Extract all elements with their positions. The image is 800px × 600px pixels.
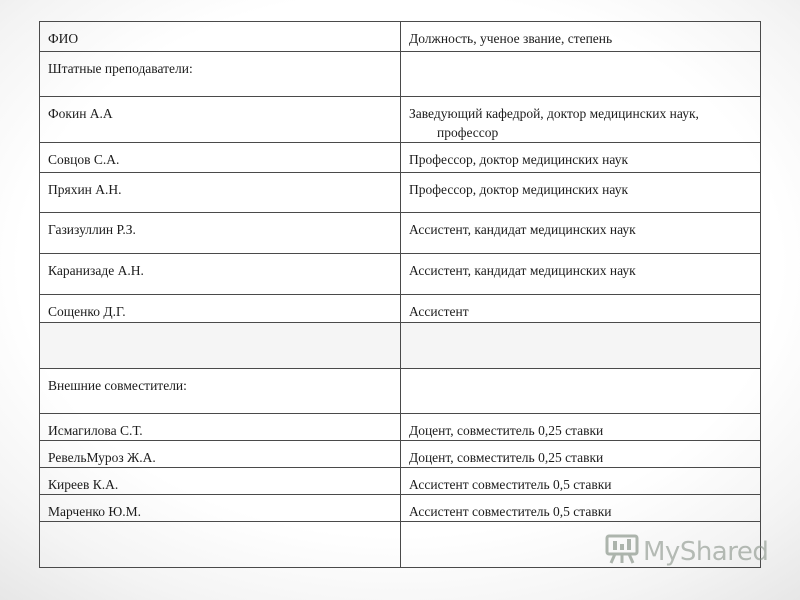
row-name: Совцов С.А. xyxy=(40,143,401,173)
row-name: Марченко Ю.М. xyxy=(40,495,401,522)
table-row xyxy=(40,414,761,441)
table-row xyxy=(40,97,761,143)
row-name: Фокин А.А xyxy=(40,97,401,143)
row-position-text: Заведующий кафедрой, доктор медицинских наук, профессор xyxy=(409,106,699,140)
row-position xyxy=(401,369,761,414)
table-row xyxy=(40,295,761,323)
table-row xyxy=(40,254,761,295)
row-name xyxy=(40,323,401,369)
table-row xyxy=(40,143,761,173)
row-position: Профессор, доктор медицинских наук xyxy=(401,173,761,213)
row-name: Пряхин А.Н. xyxy=(40,173,401,213)
row-position: Доцент, совместитель 0,25 ставки xyxy=(401,441,761,468)
row-position xyxy=(401,97,761,143)
table-row xyxy=(40,52,761,97)
row-name: Каранизаде А.Н. xyxy=(40,254,401,295)
header-position: Должность, ученое звание, степень xyxy=(401,22,761,52)
row-position: Ассистент xyxy=(401,295,761,323)
table-row-empty xyxy=(40,323,761,369)
row-position: Ассистент совместитель 0,5 ставки xyxy=(401,495,761,522)
row-name xyxy=(40,522,401,568)
presentation-board-icon xyxy=(605,533,639,570)
row-position: Профессор, доктор медицинских наук xyxy=(401,143,761,173)
table-row xyxy=(40,213,761,254)
row-name: Сощенко Д.Г. xyxy=(40,295,401,323)
row-position: Ассистент, кандидат медицинских наук xyxy=(401,254,761,295)
row-name: Газизуллин Р.З. xyxy=(40,213,401,254)
table-header-row xyxy=(40,22,761,52)
table-row xyxy=(40,441,761,468)
header-name: ФИО xyxy=(40,22,401,52)
row-position: Ассистент, кандидат медицинских наук xyxy=(401,213,761,254)
table-row xyxy=(40,495,761,522)
watermark-text: MyShared xyxy=(643,536,769,567)
row-name: Киреев К.А. xyxy=(40,468,401,495)
row-name: РевельМуроз Ж.А. xyxy=(40,441,401,468)
row-position xyxy=(401,323,761,369)
staff-table xyxy=(39,21,761,568)
row-position: Ассистент совместитель 0,5 ставки xyxy=(401,468,761,495)
table-row xyxy=(40,173,761,213)
row-position: Доцент, совместитель 0,25 ставки xyxy=(401,414,761,441)
staff-table-container xyxy=(39,21,761,568)
table-row xyxy=(40,369,761,414)
table-row xyxy=(40,468,761,495)
row-name: Внешние совместители: xyxy=(40,369,401,414)
row-name: Исмагилова С.Т. xyxy=(40,414,401,441)
row-position xyxy=(401,52,761,97)
myshared-watermark xyxy=(605,533,768,570)
row-name: Штатные преподаватели: xyxy=(40,52,401,97)
